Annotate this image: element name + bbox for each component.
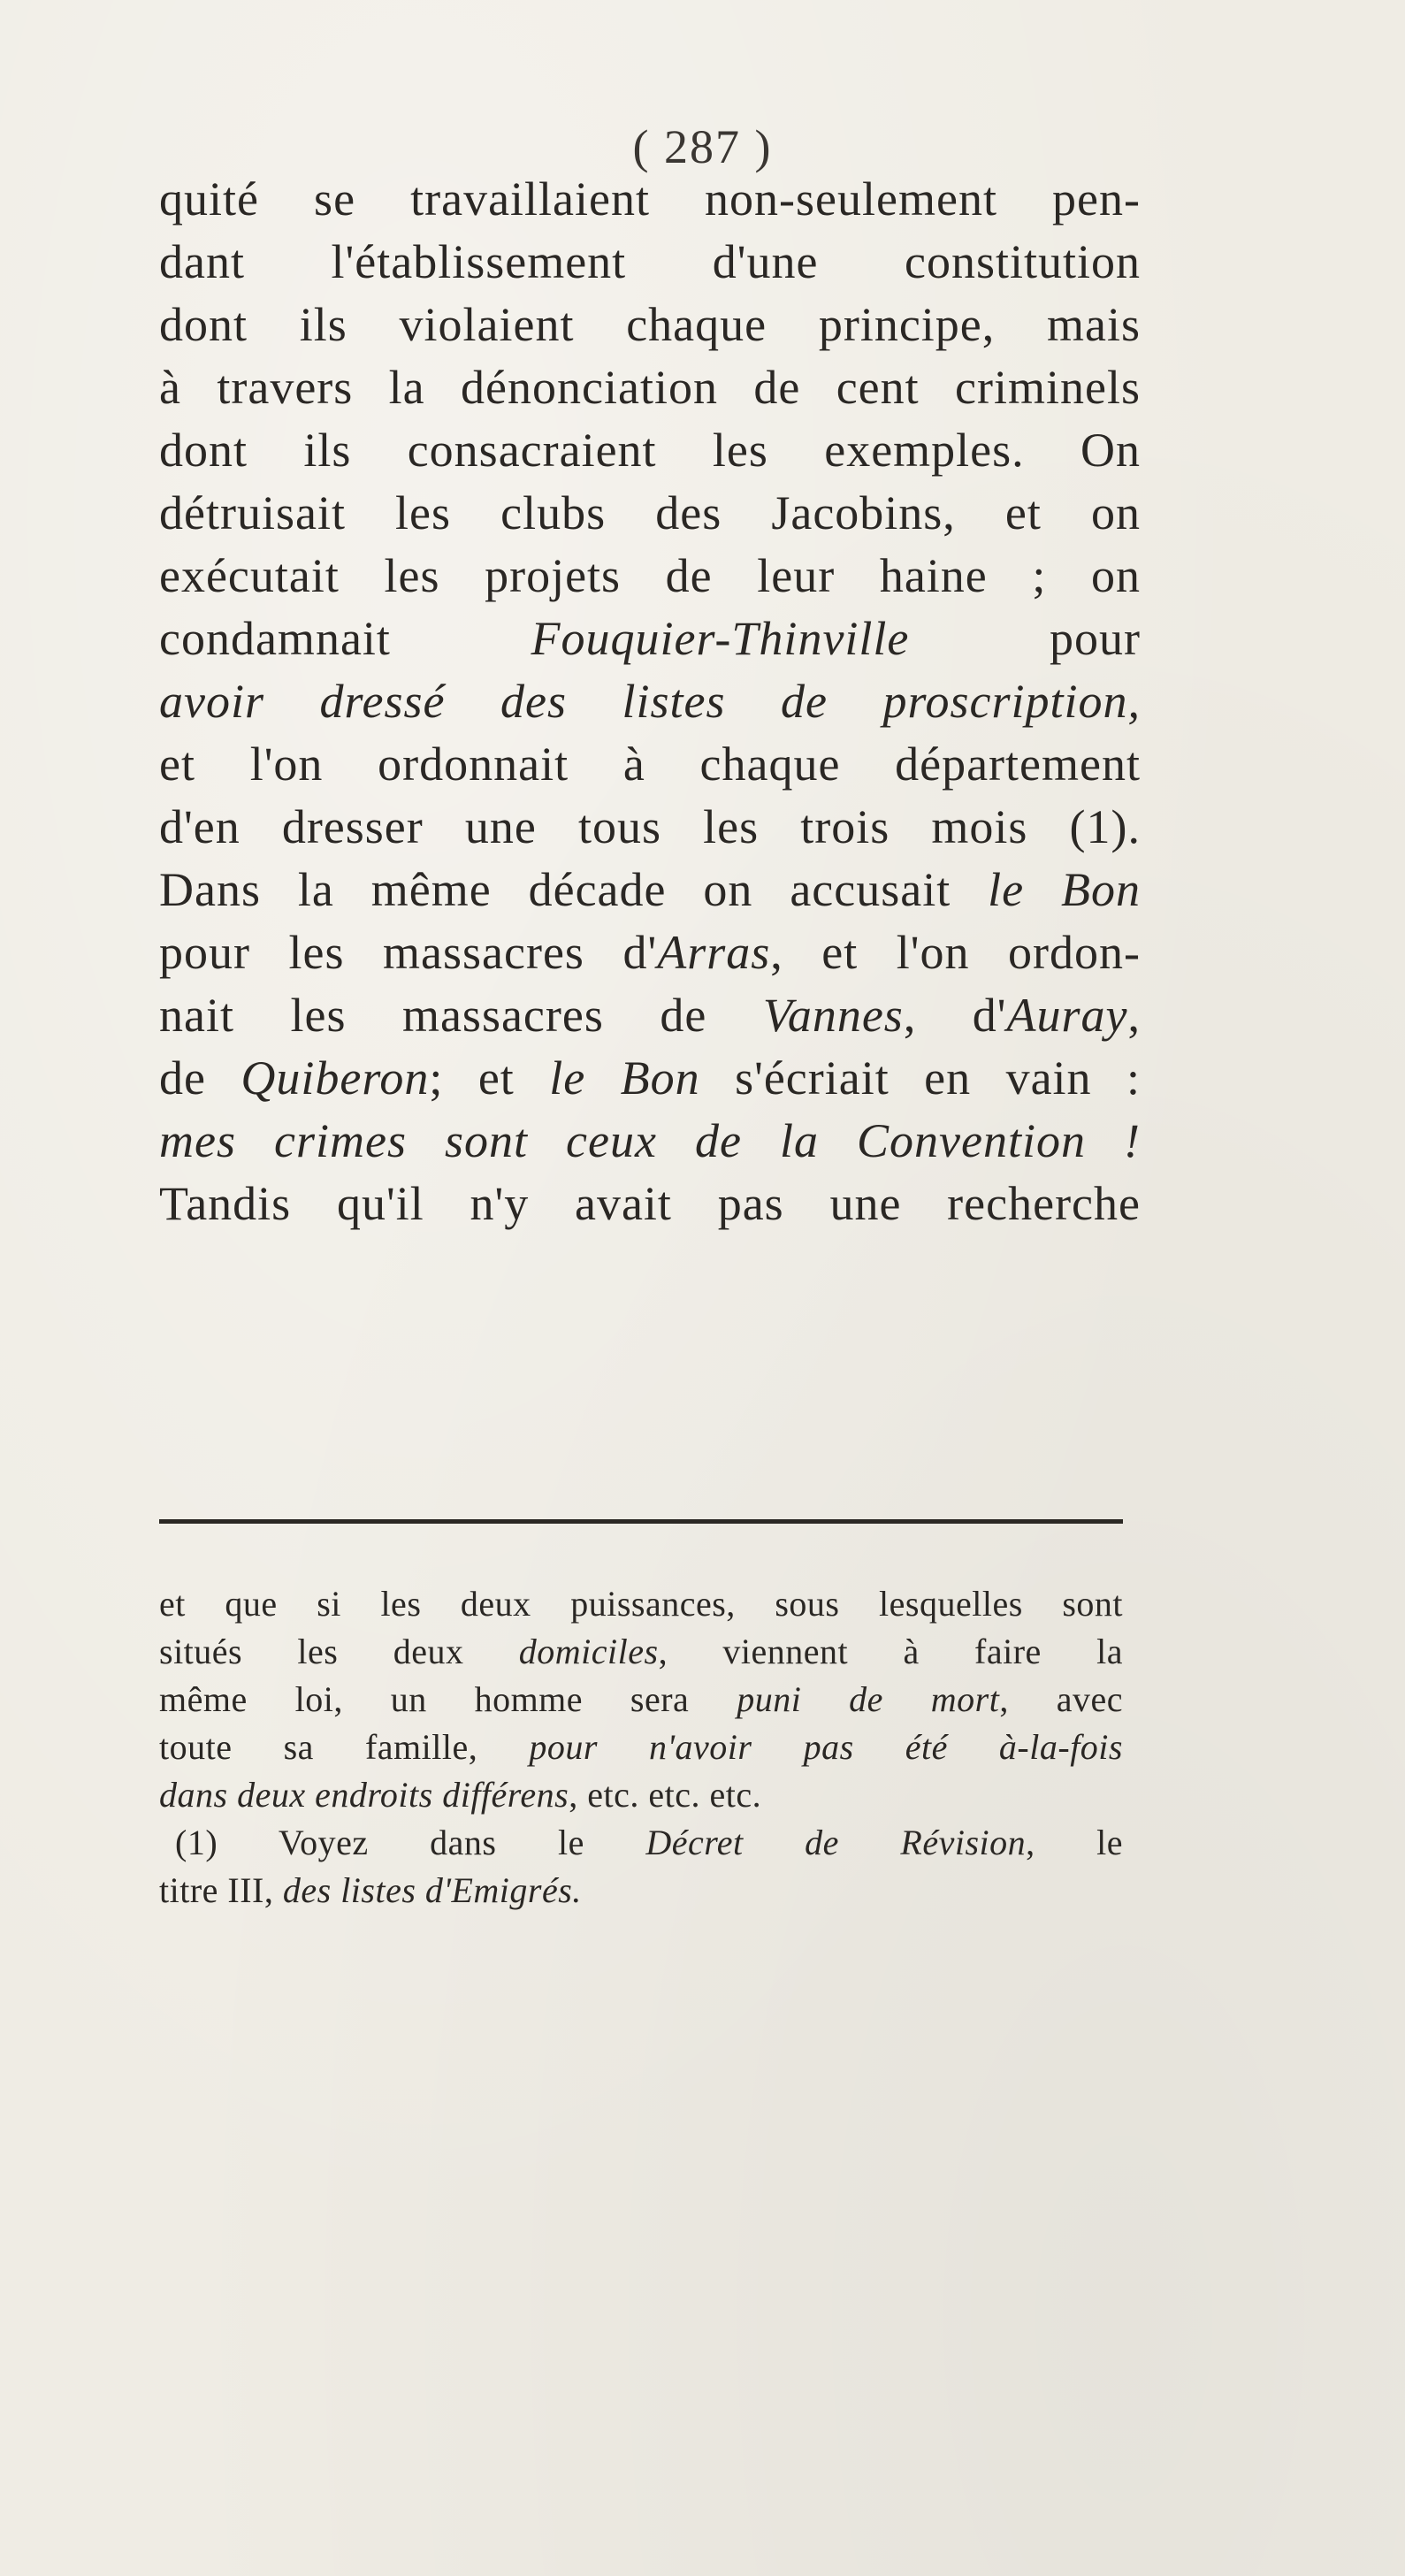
text-line (159, 608, 1141, 670)
text-run: à travers la dénonciation de cent criminels (159, 361, 1141, 414)
text-line (159, 670, 1141, 733)
text-line (159, 545, 1141, 608)
footnote-line (159, 1867, 1123, 1915)
text-line (159, 294, 1141, 356)
text-run: , viennent à faire la (658, 1632, 1123, 1671)
footnote-line (159, 1724, 1123, 1771)
text-line (159, 1047, 1141, 1110)
text-run: toute sa famille, (159, 1727, 530, 1767)
text-run: ; et (429, 1051, 550, 1105)
footnote-line (159, 1771, 1123, 1819)
italic-text: le Bon (988, 863, 1141, 916)
text-line (159, 356, 1141, 419)
italic-text: dans deux endroits différens (159, 1775, 569, 1815)
text-run: situés les deux (159, 1632, 519, 1671)
text-run: titre III, (159, 1870, 283, 1910)
text-line (159, 984, 1141, 1047)
text-run: et l'on ordonnait à chaque département (159, 738, 1141, 791)
italic-text: puni de mort (737, 1679, 1000, 1719)
italic-text: domiciles (518, 1632, 659, 1671)
text-run: , d' (903, 989, 1007, 1042)
italic-text: Quiberon (241, 1051, 430, 1105)
text-run: exécutait les projets de leur haine ; on (159, 549, 1141, 602)
text-run: dant l'établissement d'une constitution (159, 235, 1141, 288)
text-run: pour (909, 612, 1141, 665)
text-line (159, 419, 1141, 482)
text-line (159, 859, 1141, 921)
text-line (159, 482, 1141, 545)
text-run: , avec (999, 1679, 1123, 1719)
footnote-line (159, 1628, 1123, 1676)
text-run: de (159, 1051, 241, 1105)
italic-text: mes crimes sont ceux de la Convention ! (159, 1114, 1141, 1167)
page-number: ( 287 ) (632, 120, 773, 173)
italic-text: pour n'avoir pas été à-la-fois (529, 1727, 1123, 1767)
text-line (159, 796, 1141, 859)
text-run: nait les massacres de (159, 989, 763, 1042)
text-run: s'écriait en vain : (699, 1051, 1141, 1105)
text-line (159, 1110, 1141, 1173)
text-run: (1) Voyez dans le (175, 1823, 646, 1862)
text-line (159, 733, 1141, 796)
text-run: , et l'on ordon- (770, 926, 1141, 979)
text-run: , etc. etc. etc. (569, 1775, 762, 1815)
text-run: Dans la même décade on accusait (159, 863, 989, 916)
italic-text: des listes d'Emigrés. (282, 1870, 582, 1910)
text-run: dont ils consacraient les exemples. On (159, 424, 1141, 477)
footnote-line (159, 1819, 1123, 1867)
text-run: détruisait les clubs des Jacobins, et on (159, 486, 1141, 539)
text-run: , (1127, 989, 1142, 1042)
italic-text: le Bon (549, 1051, 700, 1105)
text-run: , le (1026, 1823, 1123, 1862)
text-run: dont ils violaient chaque principe, mais (159, 298, 1141, 351)
footnotes (159, 1580, 1123, 1915)
footnote-line (159, 1580, 1123, 1628)
italic-text: Auray (1006, 989, 1128, 1042)
italic-text: Décret de Révision (645, 1823, 1027, 1862)
italic-text: Fouquier-Thinville (531, 612, 910, 665)
text-run: d'en dresser une tous les trois mois (1). (159, 800, 1141, 853)
text-line (159, 1173, 1141, 1235)
text-run: Tandis qu'il n'y avait pas une recherche (159, 1177, 1141, 1230)
text-run: quité se travaillaient non-seulement pen- (159, 172, 1141, 225)
main-text (159, 168, 1141, 1235)
italic-text: Arras (657, 926, 771, 979)
text-run: même loi, un homme sera (159, 1679, 737, 1719)
text-line (159, 168, 1141, 231)
text-run: pour les massacres d' (159, 926, 658, 979)
italic-text: Vannes (762, 989, 904, 1042)
text-line (159, 231, 1141, 294)
text-line (159, 921, 1141, 984)
footnote-rule (159, 1519, 1123, 1524)
italic-text: avoir dressé des listes de proscription, (159, 675, 1141, 728)
text-run: condamnait (159, 612, 531, 665)
text-run: et que si les deux puissances, sous lesquelles sont (159, 1584, 1123, 1624)
footnote-line (159, 1676, 1123, 1724)
